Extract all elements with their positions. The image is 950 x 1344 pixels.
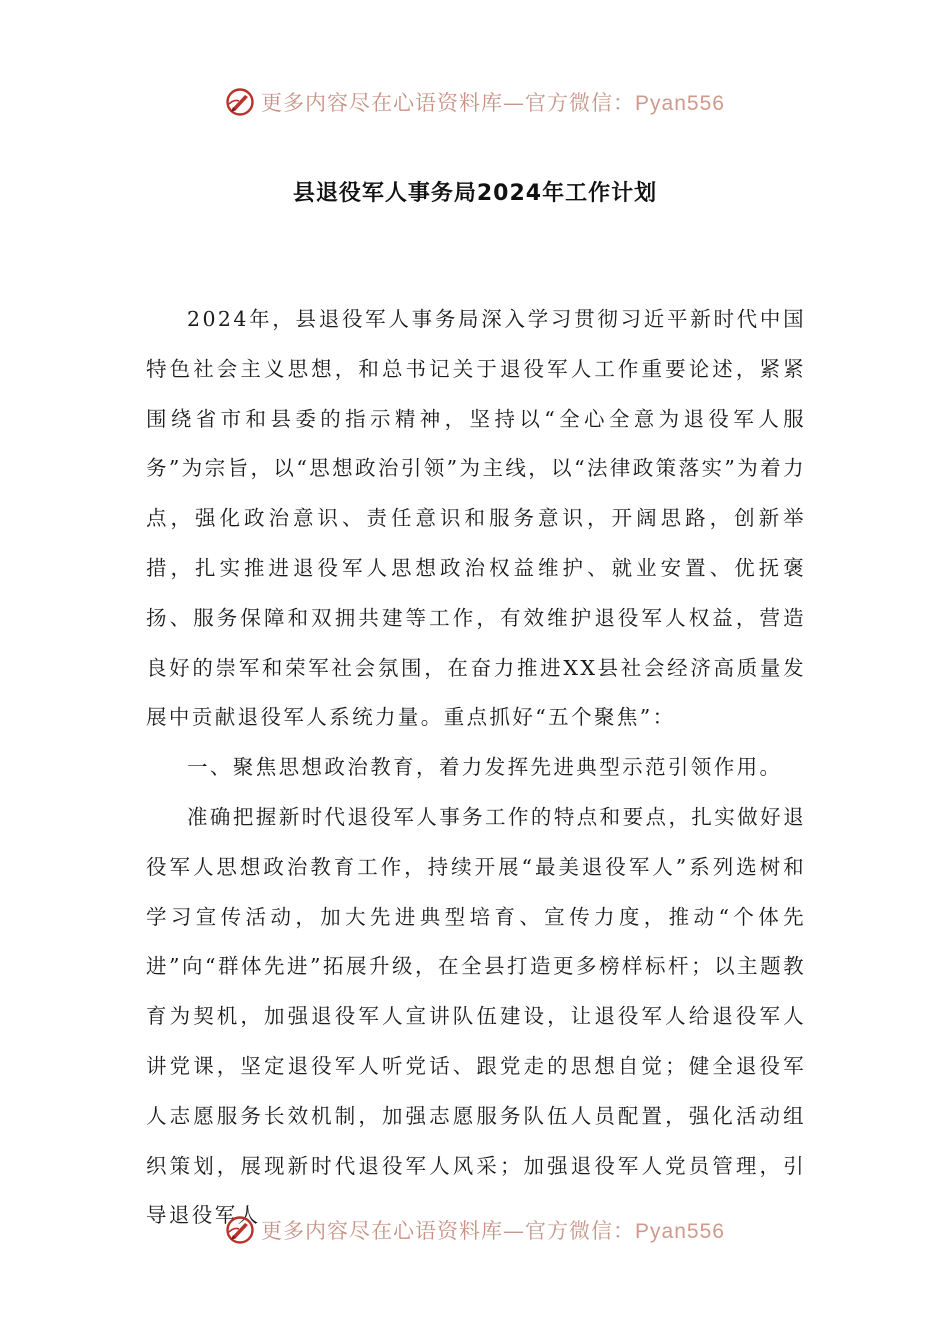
watermark-text	[261, 1215, 725, 1245]
pen-circle-logo-icon	[225, 1215, 255, 1245]
paragraph-intro: 2024年，县退役军人事务局深入学习贯彻习近平新时代中国特色社会主义思想，和总书记关于退役军人工作重要论述，紧紧围绕省市和县委的指示精神，坚持以“全心全意为退役军人服务”为宗旨，以“思想政治引领”为主线，以“法律政策落实”为着力点，强化政治意识、责任意识和服务意识，开阔思路，创新举措，扎实推进退役军人思想政治权益维护、就业安置、优抚褒扬、服务保障和双拥共建等工作，有效维护退役军人权益，营造良好的崇军和荣军社会氛围，在奋力推进XX县社会经济高质量发展中贡献退役军人系统力量。重点抓好“五个聚焦”：	[146, 307, 806, 730]
watermark-wechat-id: Pyan556	[635, 92, 725, 115]
watermark-separator: —	[503, 91, 526, 115]
watermark-official: 官方微信：	[525, 1219, 636, 1243]
watermark-brand: 更多内容尽在心语资料库	[261, 1219, 504, 1243]
document-body	[146, 295, 806, 1241]
watermark-separator: —	[503, 1219, 526, 1243]
section-heading-1: 一、聚焦思想政治教育，着力发挥先进典型示范引领作用。	[187, 755, 783, 780]
paragraph-section-1: 准确把握新时代退役军人事务工作的特点和要点，扎实做好退役军人思想政治教育工作，持续开展“最美退役军人”系列选树和学习宣传活动，加大先进典型培育、宣传力度，推动“个体先进”向“群体先进”拓展升级，在全县打造更多榜样标杆；以主题教育为契机，加强退役军人宣讲队伍建设，让退役军人给退役军人讲党课，坚定退役军人听党话、跟党走的思想自觉；健全退役军人志愿服务长效机制，加强志愿服务队伍人员配置，强化活动组织策划，展现新时代退役军人风采；加强退役军人党员管理，引导退役军人	[146, 804, 806, 1228]
watermark-official: 官方微信：	[525, 91, 636, 115]
watermark-wechat-id: Pyan556	[635, 1220, 725, 1243]
watermark-brand: 更多内容尽在心语资料库	[261, 91, 504, 115]
watermark-footer	[0, 1212, 950, 1248]
document-title: 县退役军人事务局2024年工作计划	[292, 181, 658, 206]
watermark-header	[0, 84, 950, 120]
pen-circle-logo-icon	[225, 87, 255, 117]
watermark-text	[261, 87, 725, 117]
